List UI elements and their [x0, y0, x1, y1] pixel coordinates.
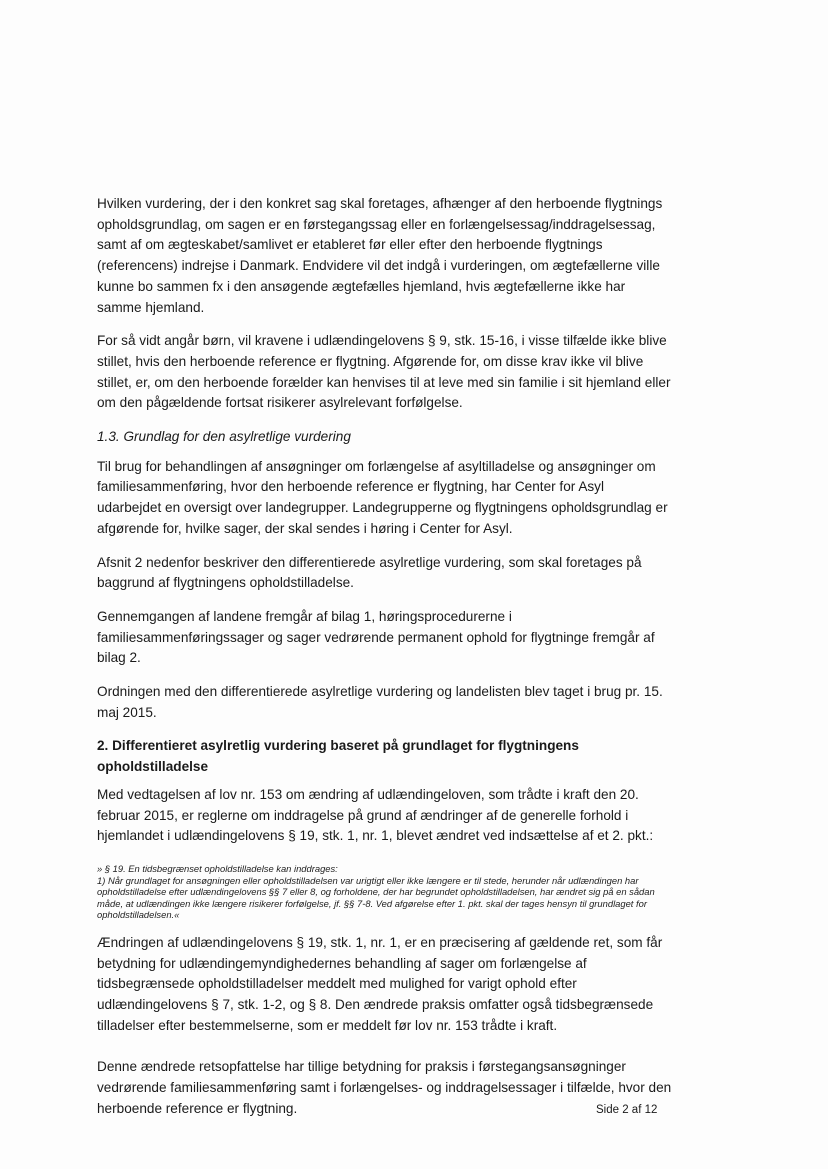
paragraph-scheme-start: Ordningen med den differentierede asylretlige vurdering og landelisten blev taget i brug pr. 15. maj 2015. — [97, 684, 663, 720]
section-heading-2: 2. Differentieret asylretlig vurdering baseret på grundlaget for flygtningens opholdstilladelse — [97, 738, 579, 775]
section-heading-1-3: 1.3. Grundlag for den asylretlige vurdering — [97, 429, 351, 445]
paragraph-children: For så vidt angår børn, vil kravene i udlændingelovens § 9, stk. 15-16, i visse tilfælde ikke blive stillet, hvis den herboende reference er flygtning. Afgørende for, om disse krav ikke vil blive stillet, er, om den herboende forælder kan henvises til at leve med sin familie i sit hjemland eller om den pågældende fortsat risikerer asylrelevant forfølgelse. — [97, 333, 671, 411]
spacer — [97, 1049, 672, 1057]
paragraph-section-2-intro: Afsnit 2 nedenfor beskriver den differentierede asylretlige vurdering, som skal foretages på baggrund af flygtningens opholdstilladelse. — [97, 554, 642, 591]
paragraph-annexes: Gennemgangen af landene fremgår af bilag 1, høringsprocedurerne i familiesammenføringssager og sager vedrørende permanent ophold for flygtninge fremgår af bilag 2. — [97, 608, 655, 666]
quoted-law-text — [97, 863, 672, 921]
paragraph-amendment: Ændringen af udlændingelovens § 19, stk. 1, nr. 1, er en præcisering af gældende ret, som får betydning for udlændingemyndighedernes behandling af sager om forlængelse af tidsbegrænsede opholdstilladelser meddelt med mulighed for varigt ophold efter udlændingelovens § 7, stk. 1-2, og § 8. Den ændrede praksis omfatter også tidsbegrænsede tilladelser efter bestemmelserne, som er meddelt før lov nr. 153 trådte i kraft. — [97, 934, 663, 1033]
document-body — [97, 194, 672, 1133]
paragraph-legal-opinion: Denne ændrede retsopfattelse har tillige betydning for praksis i førstegangsansøgninger vedrørende familiesammenføring samt i forlængelses- og inddragelsessager i tilfælde, hvor den herboende reference er flygtning. — [97, 1059, 672, 1116]
paragraph-law-153: Med vedtagelsen af lov nr. 153 om ændring af udlændingeloven, som trådte i kraft den 20. februar 2015, er reglerne om inddragelse på grund af ændringer af de generelle forhold i hjemlandet i udlændingelovens § 19, stk. 1, nr. 1, blevet ændret ved indsættelse af et 2. pkt.: — [97, 786, 654, 844]
quote-line-2: 1) Når grundlaget for ansøgningen eller opholdstilladelsen var urigtigt eller ikke længere er til stede, herunder når udlændingen har opholdstilladelse efter udlændingelovens §§ 7 eller 8, og forholdene, der har begrundet opholdstilladelsen, har ændret sig på en sådan måde, at udlændingen ikke længere risikerer forfølgelse, jf. §§ 7-8. Ved afgørelse efter 1. pkt. skal der tages hensyn til grundlaget for opholdstilladelsen.« — [97, 874, 655, 921]
paragraph-assessment: Hvilken vurdering, der i den konkret sag skal foretages, afhænger af den herboende flygtnings opholdsgrundlag, om sagen er en førstegangssag eller en forlængelsessag/inddragelsessag, samt af om ægteskabet/samlivet er etableret før eller efter den herboende flygtnings (referencens) indrejse i Danmark. Endvidere vil det indgå i vurderingen, om ægtefællerne ville kunne bo sammen fx i den ansøgende ægtefælles hjemland, hvis ægtefællerne ikke har samme hjemland. — [97, 196, 663, 315]
paragraph-country-groups: Til brug for behandlingen af ansøgninger om forlængelse af asyltilladelse og ansøgninger om familiesammenføring, hvor den herboende reference er flygtning, har Center for Asyl udarbejdet en oversigt over landegrupper. Landegrupperne og flygtningens opholdsgrundlag er afgørende for, hvilke sager, der skal sendes i høring i Center for Asyl. — [97, 458, 668, 536]
page-number: Side 2 af 12 — [596, 1104, 658, 1116]
quote-line-1: » § 19. En tidsbegrænset opholdstilladelse kan inddrages: — [97, 862, 338, 874]
